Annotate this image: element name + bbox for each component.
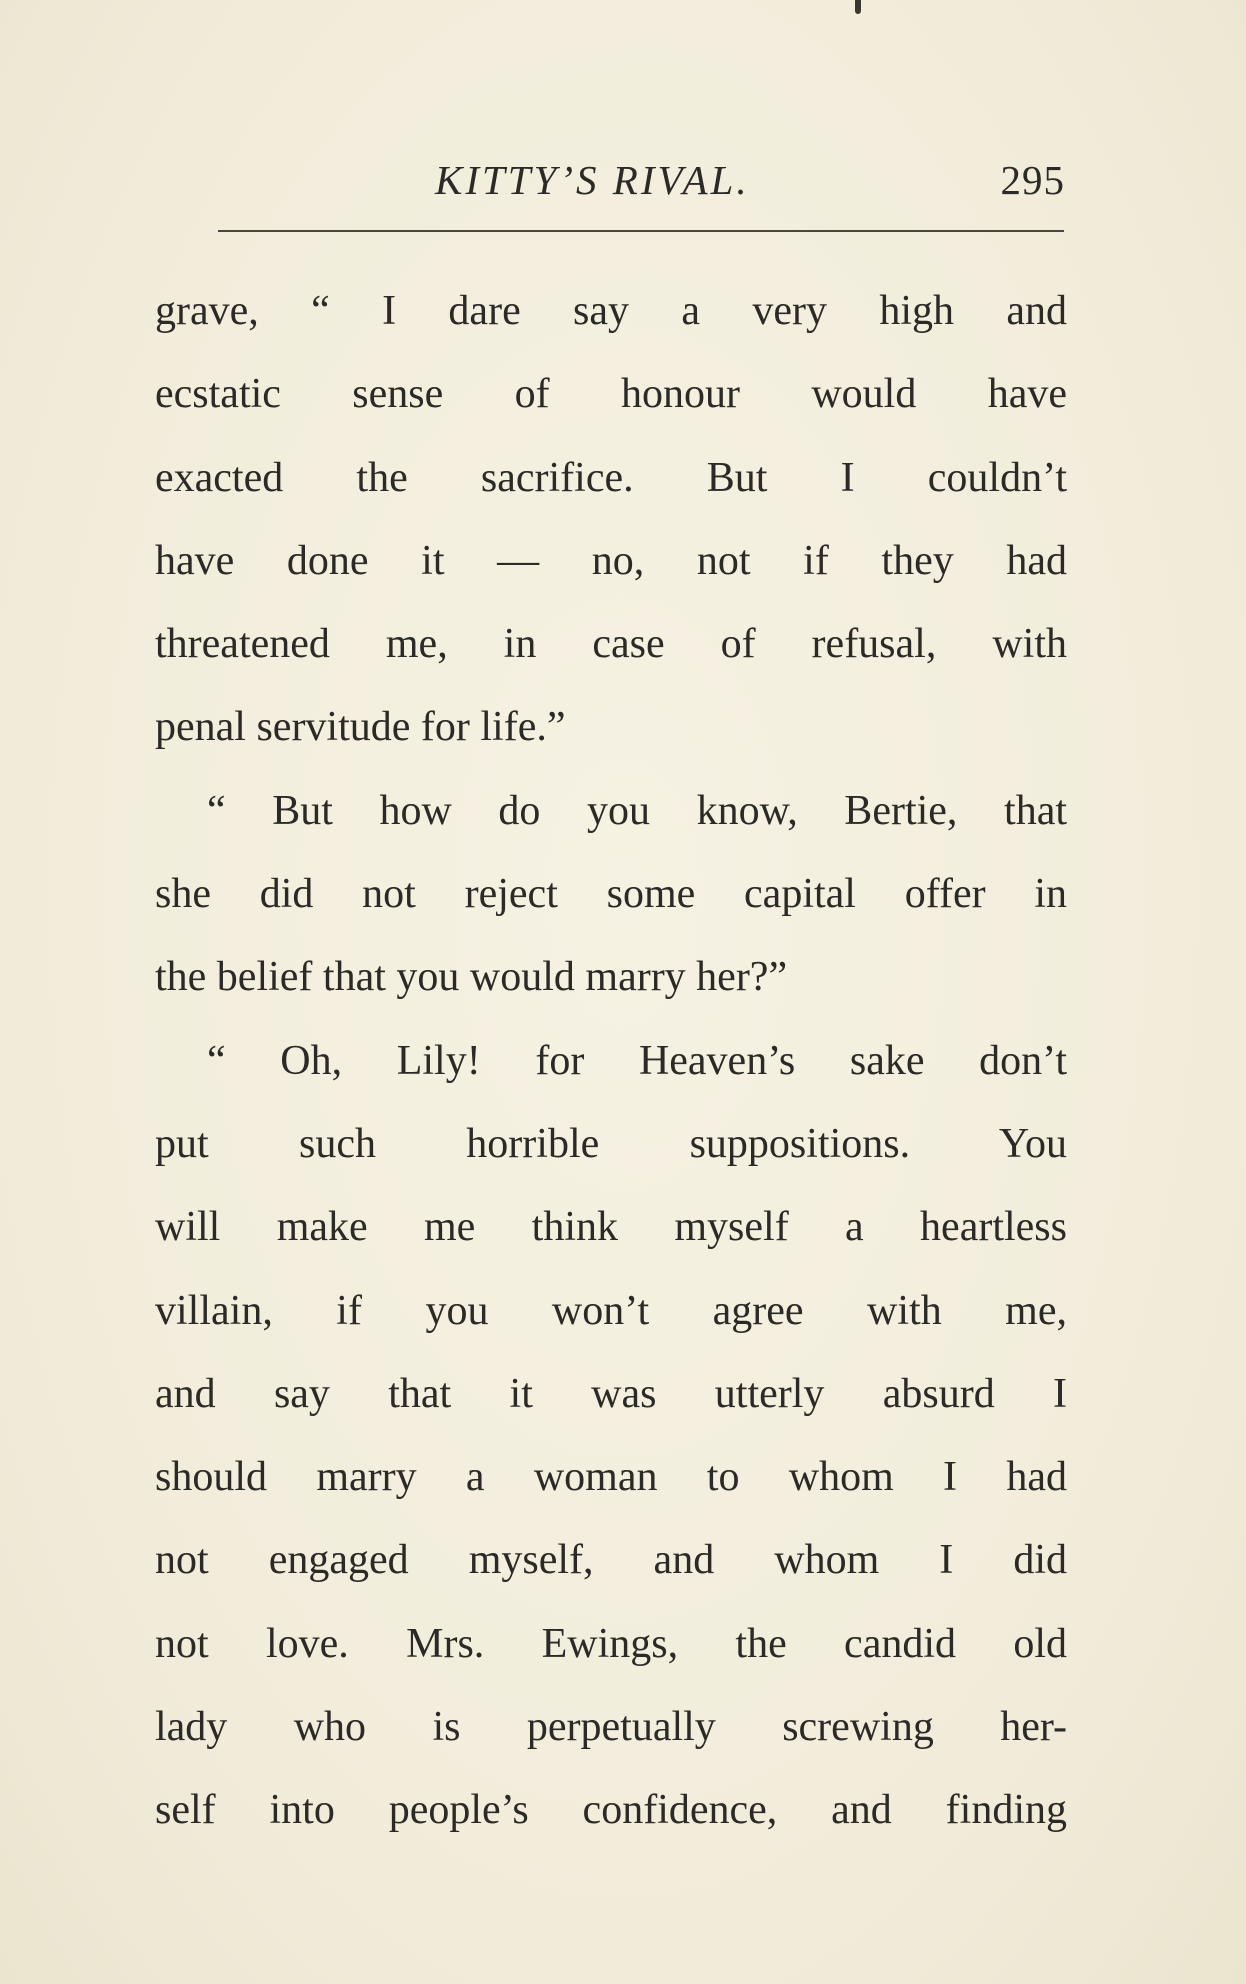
text-line: “ Oh, Lily! for Heaven’s sake don’t	[207, 1037, 1067, 1084]
text-line: threatened me, in case of refusal, with	[155, 621, 1067, 668]
text-line: not love. Mrs. Ewings, the candid old	[155, 1620, 1067, 1667]
text-line: exacted the sacrifice. But I couldn’t	[155, 454, 1067, 501]
text-line: and say that it was utterly absurd I	[155, 1370, 1067, 1417]
text-line: “ But how do you know, Bertie, that	[207, 787, 1067, 834]
text-line: penal servitude for life.”	[155, 704, 566, 751]
running-title: KITTY’S RIVAL.	[435, 157, 750, 203]
text-line: villain, if you won’t agree with me,	[155, 1287, 1067, 1334]
ink-speck	[855, 0, 861, 14]
header-rule	[218, 230, 1064, 232]
text-line: should marry a woman to whom I had	[155, 1454, 1067, 1501]
text-line: she did not reject some capital offer in	[155, 871, 1067, 918]
text-line: will make me think myself a heartless	[155, 1204, 1067, 1251]
text-line: grave, “ I dare say a very high and	[155, 288, 1067, 334]
text-line: lady who is perpetually screwing her-	[155, 1704, 1067, 1751]
body-text	[155, 270, 1067, 1853]
page-number: 295	[1000, 157, 1065, 203]
text-line: the belief that you would marry her?”	[155, 954, 788, 1001]
text-line: put such horrible suppositions. You	[155, 1120, 1067, 1167]
text-line: self into people’s confidence, and finding	[155, 1787, 1067, 1834]
text-line: ecstatic sense of honour would have	[155, 371, 1067, 418]
page-header	[155, 150, 1065, 210]
text-line: have done it — no, not if they had	[155, 537, 1067, 584]
text-line: not engaged myself, and whom I did	[155, 1537, 1067, 1584]
